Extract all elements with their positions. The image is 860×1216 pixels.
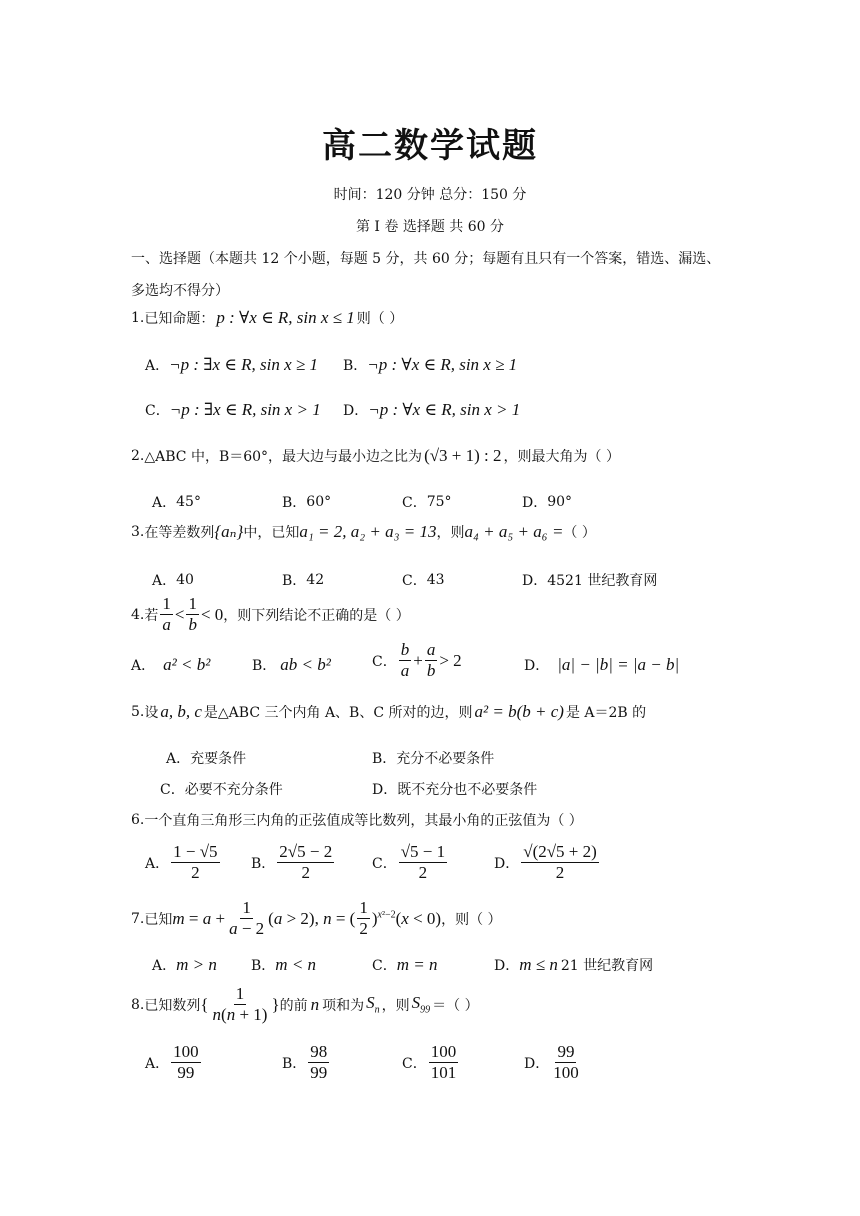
option-d[interactable] <box>524 655 679 675</box>
option-text: 4521 世纪教育网 <box>547 573 658 589</box>
option-fraction: $\frac{99}{100}$ <box>553 1042 579 1082</box>
option-label: C． <box>145 403 170 419</box>
option-label: C． <box>402 495 427 511</box>
option-label: B． <box>252 658 277 674</box>
question-formula: a, b, c <box>160 702 202 721</box>
option-label: D． <box>343 403 369 419</box>
option-label: D． <box>494 958 520 974</box>
question-3 <box>131 522 596 542</box>
option-formula: m < n <box>275 955 317 974</box>
question-5 <box>131 702 646 722</box>
option-note: 21 世纪教育网 <box>560 958 654 974</box>
option-d[interactable] <box>343 400 520 420</box>
question-stem-end: ＝（ ） <box>432 997 479 1014</box>
option-text: 必要不充分条件 <box>184 782 283 798</box>
option-b[interactable] <box>282 1042 331 1083</box>
option-label: A． <box>152 495 177 511</box>
option-fraction: $\frac{2√5 - 2}{2}$ <box>279 842 333 882</box>
option-b[interactable] <box>251 955 316 975</box>
option-label: C． <box>372 958 397 974</box>
option-label: A． <box>145 855 170 872</box>
option-formula: m ≤ n <box>519 955 558 974</box>
option-d[interactable] <box>522 570 657 590</box>
option-label: A． <box>131 658 156 674</box>
question-stem: 若 <box>144 607 159 624</box>
option-label: B． <box>251 958 276 974</box>
option-a[interactable] <box>145 842 222 883</box>
question-stem: 在等差数列 <box>144 525 215 541</box>
question-formula-n: (a > 2), n = ( <box>268 908 356 928</box>
option-formula: a² < b² <box>163 655 211 674</box>
option-a[interactable] <box>145 355 318 375</box>
option-label: C． <box>160 782 185 798</box>
option-label: A． <box>166 751 191 767</box>
option-fraction: $\frac{1 - √5}{2}$ <box>173 842 218 882</box>
option-text: 42 <box>306 572 325 588</box>
option-text: 充要条件 <box>190 751 247 767</box>
option-label: C． <box>372 855 397 872</box>
option-label: B． <box>372 751 397 767</box>
option-c[interactable] <box>402 1042 460 1083</box>
section-heading: 第 I 卷 选择题 共 60 分 <box>355 219 505 235</box>
option-formula: m > n <box>176 955 217 974</box>
page-title: 高二数学试题 <box>322 126 538 166</box>
option-label: B． <box>282 573 307 589</box>
option-label: D． <box>494 855 520 872</box>
option-a[interactable] <box>152 955 217 975</box>
option-c[interactable] <box>402 570 445 590</box>
option-label: D． <box>372 782 398 798</box>
fraction-a-over-b: $\frac{a}{b}$ <box>426 640 436 680</box>
question-stem-mid: ，则 <box>381 997 410 1014</box>
option-fraction: $\frac{100}{99}$ <box>173 1042 199 1082</box>
option-a[interactable] <box>166 748 246 768</box>
question-6 <box>131 810 583 830</box>
question-2 <box>131 446 620 466</box>
question-8: 8. 已知数列 { $\frac{1}{n(n + 1)}$ } 的前 n 项和为 $S_n$ ，则 $S_{99}$ ＝（ ） <box>131 984 479 1024</box>
option-formula: ab < b² <box>280 655 331 674</box>
option-d[interactable] <box>372 779 537 799</box>
option-fraction: $\frac{98}{99}$ <box>310 1042 328 1082</box>
question-stem-mid: 的前 <box>279 997 308 1014</box>
option-formula: m = n <box>396 955 438 974</box>
option-d[interactable] <box>522 492 572 512</box>
question-number: 7. <box>131 910 145 927</box>
question-formula-m: m = a + <box>172 908 226 928</box>
option-c[interactable] <box>372 955 437 975</box>
option-label: C． <box>402 573 427 589</box>
option-label: C． <box>372 653 397 670</box>
fraction-1-over-b: $\frac{1}{b}$ <box>188 594 197 634</box>
question-number: 1. <box>131 310 145 326</box>
instructions-line-2: 多选均不得分） <box>131 283 229 299</box>
question-number: 2. <box>131 448 145 464</box>
option-formula: ¬p : ∀x ∈ R, sin x ≥ 1 <box>367 355 518 374</box>
option-c[interactable] <box>402 492 452 512</box>
question-number: 5. <box>131 704 145 720</box>
question-stem-end: ，则最大角为（ ） <box>503 449 620 465</box>
question-stem-mid: 中，已知 <box>243 525 300 541</box>
instructions-line-1: 一、选择题（本题共 12 个小题，每题 5 分，共 60 分；每题有且只有一个答案，错选、漏选、 <box>131 251 721 267</box>
question-stem-end: （ ） <box>563 525 596 541</box>
option-formula: ¬p : ∃x ∈ R, sin x ≥ 1 <box>169 355 318 374</box>
option-fraction: $\frac{100}{101}$ <box>430 1042 457 1082</box>
option-label: B． <box>251 855 276 872</box>
option-formula: |a| − |b| = |a − b| <box>557 655 680 674</box>
question-number: 8. <box>131 996 145 1013</box>
question-stem-mid: 是△ABC 三个内角 A、B、C 所对的边，则 <box>203 705 473 721</box>
option-c[interactable] <box>145 400 321 420</box>
option-text: 43 <box>426 572 445 588</box>
option-label: B． <box>343 358 368 374</box>
option-b[interactable] <box>372 748 494 768</box>
option-label: D． <box>522 495 548 511</box>
question-7: 7. 已知 m = a + $\frac{1}{a - 2}$ (a > 2), n = ( $\frac{1}{2}$ )$^{x^2-2}$(x < 0) ，则（ ） <box>131 898 502 938</box>
question-stem-end: ，则（ ） <box>441 911 502 928</box>
option-text: 既不充分也不必要条件 <box>397 782 538 798</box>
option-label: A． <box>152 958 177 974</box>
question-stem-end: ，则下列结论不正确的是（ ） <box>223 607 410 624</box>
question-formula: a² = b(b + c) <box>474 702 564 721</box>
fraction-sequence-term: $\frac{1}{n(n + 1)}$ <box>212 984 268 1024</box>
option-d[interactable] <box>524 1042 583 1083</box>
option-label: D． <box>524 1055 550 1072</box>
question-stem-end: 是 A＝2B 的 <box>565 705 647 721</box>
option-a[interactable] <box>152 570 194 590</box>
option-text: 90° <box>547 494 573 510</box>
option-label: A． <box>145 1055 170 1072</box>
option-b[interactable] <box>252 655 331 675</box>
option-fraction: $\frac{√(2√5 + 2)}{2}$ <box>523 842 597 882</box>
question-4: 4. 若 $\frac{1}{a}$ < $\frac{1}{b}$ < 0 ，则下列结论不正确的是（ ） <box>131 594 410 634</box>
question-formula: {aₙ} <box>214 522 244 541</box>
question-stem-mid: ，则 <box>436 525 465 541</box>
option-b[interactable] <box>282 492 331 512</box>
question-stem-mid: 项和为 <box>322 997 365 1014</box>
question-formula: a₁ = 2, a₂ + a₃ = 13 <box>299 522 437 541</box>
option-d[interactable] <box>494 955 653 975</box>
option-b[interactable] <box>343 355 517 375</box>
fraction-1-over-a: $\frac{1}{a}$ <box>162 594 171 634</box>
option-label: D． <box>524 658 550 674</box>
question-1 <box>131 308 403 328</box>
option-text: 40 <box>176 572 194 588</box>
option-text: 60° <box>306 494 332 510</box>
option-c[interactable] <box>372 842 449 883</box>
fraction-one-half: $\frac{1}{2}$ <box>359 898 368 938</box>
question-stem: 已知命题： <box>144 311 215 327</box>
option-b[interactable] <box>251 842 336 883</box>
question-stem: 已知 <box>144 911 173 928</box>
option-text: 75° <box>426 494 452 510</box>
option-label: A． <box>152 573 177 589</box>
question-number: 3. <box>131 524 145 540</box>
question-number: 4. <box>131 606 145 623</box>
question-number: 6. <box>131 812 145 828</box>
option-a[interactable] <box>152 492 201 512</box>
option-label: C． <box>402 1055 427 1072</box>
option-c[interactable]: C． $\frac{b}{a}$ + $\frac{a}{b}$ > 2 <box>372 640 462 680</box>
option-label: B． <box>282 495 307 511</box>
question-formula: (√3 + 1) : 2 <box>424 446 502 465</box>
option-b[interactable] <box>282 570 324 590</box>
option-text: 充分不必要条件 <box>396 751 495 767</box>
exam-meta: 时间：120 分钟 总分：150 分 <box>333 187 527 203</box>
question-stem: △ABC 中，B＝60°，最大边与最小边之比为 <box>144 449 423 465</box>
question-stem-end: 则（ ） <box>356 311 404 327</box>
option-text: 45° <box>176 494 201 510</box>
option-label: B． <box>282 1055 307 1072</box>
option-formula: ¬p : ∃x ∈ R, sin x > 1 <box>169 400 321 419</box>
question-formula: a₄ + a₅ + a₆ = <box>464 522 564 541</box>
question-stem: 已知数列 <box>144 997 201 1014</box>
option-label: A． <box>145 358 170 374</box>
option-c[interactable] <box>160 779 283 799</box>
option-fraction: $\frac{√5 - 1}{2}$ <box>400 842 446 882</box>
question-formula: p : ∀x ∈ R, sin x ≤ 1 <box>216 308 355 327</box>
question-stem: 设 <box>144 705 159 721</box>
option-a[interactable] <box>131 655 210 675</box>
fraction-1-over-a-minus-2: $\frac{1}{a - 2}$ <box>229 898 265 938</box>
option-label: D． <box>522 573 548 589</box>
option-d[interactable] <box>494 842 601 883</box>
option-a[interactable] <box>145 1042 203 1083</box>
question-stem: 一个直角三角形三内角的正弦值成等比数列，其最小角的正弦值为（ ） <box>144 813 583 829</box>
option-formula: ¬p : ∀x ∈ R, sin x > 1 <box>368 400 521 419</box>
fraction-b-over-a: $\frac{b}{a}$ <box>400 640 410 680</box>
